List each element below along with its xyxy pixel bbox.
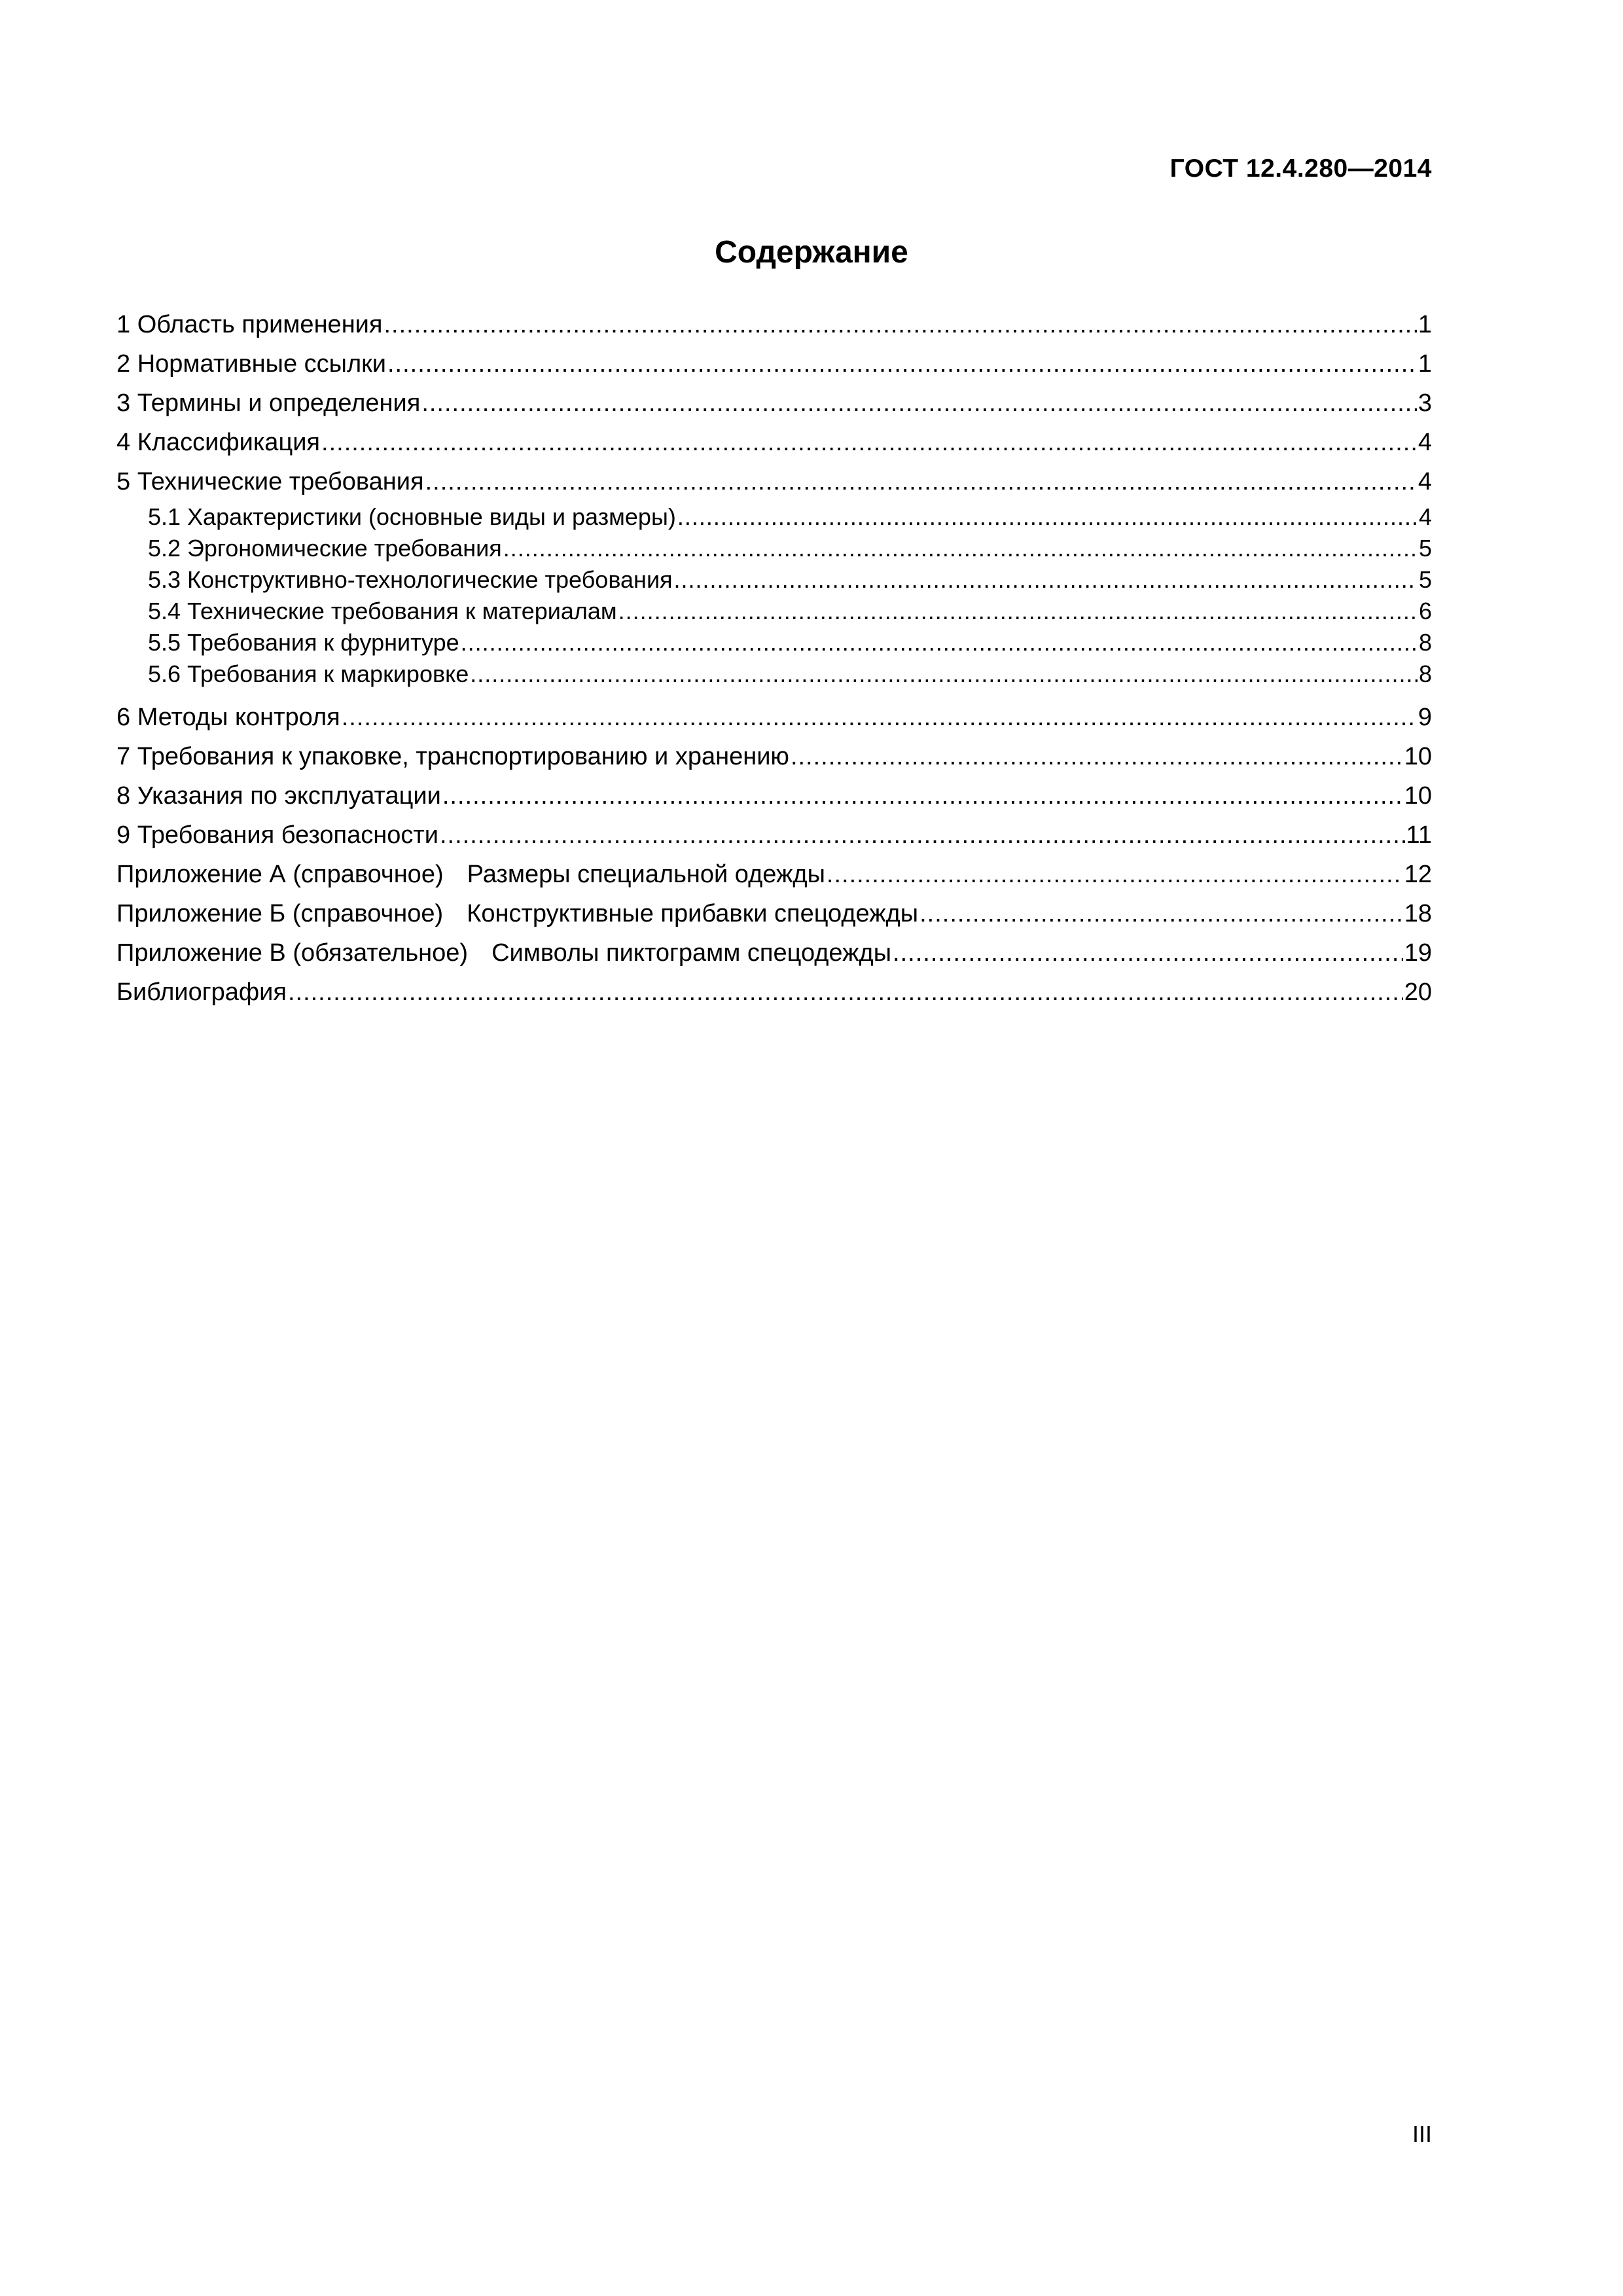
toc-entry-subtitle: Конструктивные прибавки спецодежды: [467, 900, 919, 927]
toc-entry-label: [148, 596, 617, 627]
toc-entry-title: 4 Классификация: [116, 429, 321, 456]
toc-entry-page: 10: [1404, 743, 1432, 770]
toc-entry[interactable]: [116, 305, 1432, 344]
toc-entry[interactable]: [116, 658, 1432, 690]
toc-entry-page: 1: [1418, 350, 1432, 378]
dot-leader: [503, 533, 1418, 564]
toc-entry[interactable]: [116, 384, 1432, 423]
table-of-contents: [116, 305, 1432, 1012]
toc-entry-title: 9 Требования безопасности: [116, 821, 438, 849]
toc-entry-label: [116, 816, 438, 855]
toc-entry[interactable]: [116, 816, 1432, 855]
dot-leader: [470, 658, 1418, 690]
toc-entry-label: [116, 384, 420, 423]
toc-entry-page: 20: [1404, 978, 1432, 1006]
toc-entry-label: [148, 658, 469, 690]
toc-entry[interactable]: [116, 933, 1432, 973]
toc-entry[interactable]: [116, 533, 1432, 564]
dot-leader: [421, 384, 1417, 423]
toc-entry-subtitle: Символы пиктограмм спецодежды: [491, 939, 892, 967]
toc-entry-label: [116, 737, 789, 776]
toc-entry-title: 5 Технические требования: [116, 468, 424, 495]
toc-entry-title: 7 Требования к упаковке, транспортированию и хранению: [116, 743, 789, 770]
toc-entry-page: 12: [1404, 861, 1432, 888]
toc-entry-page: 6: [1418, 598, 1432, 624]
toc-entry-label: [148, 533, 502, 564]
dot-leader: [791, 737, 1403, 776]
dot-leader: [440, 816, 1405, 855]
dot-leader: [425, 462, 1417, 501]
toc-entry-title: 5.1 Характеристики (основные виды и размеры): [148, 503, 676, 530]
toc-entry-title: 8 Указания по эксплуатации: [116, 782, 441, 810]
toc-entry[interactable]: [116, 627, 1432, 658]
toc-entry-page: 8: [1418, 629, 1432, 656]
toc-entry-page: 5: [1418, 535, 1432, 562]
toc-entry-page: 5: [1418, 566, 1432, 593]
toc-entry-title: 5.6 Требования к маркировке: [148, 660, 469, 687]
page-number: III: [1412, 2121, 1432, 2147]
dot-leader: [461, 627, 1418, 658]
toc-entry[interactable]: [116, 698, 1432, 737]
toc-entry[interactable]: [116, 462, 1432, 501]
toc-entry-page: 11: [1406, 821, 1432, 849]
toc-entry-page: 19: [1404, 939, 1432, 967]
toc-entry[interactable]: [116, 344, 1432, 384]
toc-entry-title: Приложение А (справочное): [116, 861, 444, 888]
toc-entry-title: 2 Нормативные ссылки: [116, 350, 386, 378]
dot-leader: [442, 776, 1403, 816]
toc-entry-label: [116, 305, 382, 344]
toc-entry-title: Приложение Б (справочное): [116, 900, 444, 927]
toc-entry[interactable]: [116, 973, 1432, 1012]
dot-leader: [618, 596, 1418, 627]
toc-entry-page: 4: [1418, 429, 1432, 456]
toc-entry-label: [116, 894, 918, 933]
toc-entry-subtitle: Размеры специальной одежды: [467, 861, 825, 888]
toc-entry[interactable]: [116, 564, 1432, 596]
toc-entry-title: 5.5 Требования к фурнитуре: [148, 629, 459, 656]
toc-entry-label: [116, 344, 386, 384]
toc-entry[interactable]: [116, 776, 1432, 816]
dot-leader: [387, 344, 1417, 384]
toc-entry-page: 4: [1418, 503, 1432, 530]
toc-entry-title: 1 Область применения: [116, 311, 383, 338]
toc-entry-page: 4: [1418, 468, 1432, 495]
toc-entry-page: 3: [1418, 389, 1432, 417]
dot-leader: [919, 894, 1403, 933]
toc-entry[interactable]: [116, 501, 1432, 533]
toc-entry-page: 1: [1418, 311, 1432, 338]
dot-leader: [674, 564, 1418, 596]
toc-entry-page: 9: [1418, 704, 1432, 731]
toc-entry-label: [148, 501, 676, 533]
dot-leader: [288, 973, 1403, 1012]
dot-leader: [342, 698, 1417, 737]
toc-entry[interactable]: [116, 737, 1432, 776]
toc-entry-title: Приложение В (обязательное): [116, 939, 469, 967]
document-code: ГОСТ 12.4.280—2014: [1169, 154, 1432, 183]
toc-entry-label: [116, 462, 424, 501]
toc-entry[interactable]: [116, 894, 1432, 933]
toc-entry-page: 8: [1418, 660, 1432, 687]
toc-entry-label: [116, 423, 320, 462]
toc-entry[interactable]: [116, 423, 1432, 462]
dot-leader: [893, 933, 1403, 973]
toc-entry-label: [116, 973, 287, 1012]
toc-entry-title: 6 Методы контроля: [116, 704, 340, 731]
toc-entry-title: Библиография: [116, 978, 287, 1006]
toc-entry-page: 18: [1404, 900, 1432, 927]
toc-entry-label: [116, 933, 891, 973]
toc-entry-label: [116, 698, 340, 737]
toc-entry-title: 3 Термины и определения: [116, 389, 421, 417]
dot-leader: [827, 855, 1403, 894]
toc-entry-label: [148, 564, 673, 596]
toc-entry[interactable]: [116, 596, 1432, 627]
toc-entry-title: 5.3 Конструктивно-технологические требования: [148, 566, 673, 593]
dot-leader: [321, 423, 1417, 462]
toc-title: Содержание: [715, 235, 908, 270]
dot-leader: [383, 305, 1416, 344]
toc-entry-title: 5.4 Технические требования к материалам: [148, 598, 617, 624]
toc-entry-title: 5.2 Эргономические требования: [148, 535, 502, 562]
dot-leader: [677, 501, 1418, 533]
toc-entry-label: [116, 855, 825, 894]
toc-entry-label: [148, 627, 459, 658]
toc-entry-page: 10: [1404, 782, 1432, 810]
toc-entry[interactable]: [116, 855, 1432, 894]
toc-entry-label: [116, 776, 441, 816]
